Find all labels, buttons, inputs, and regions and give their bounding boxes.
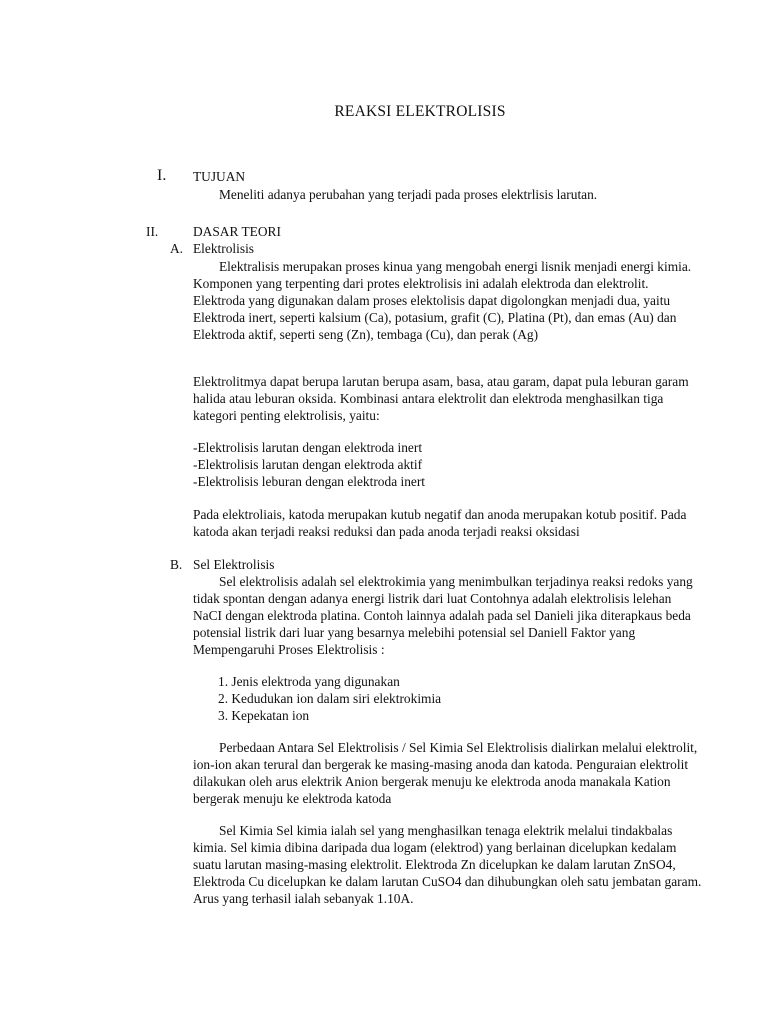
- section-1-text: Meneliti adanya perubahan yang terjadi pada proses elektrlisis larutan.: [219, 187, 598, 202]
- subsection-b-letter: B.: [170, 557, 183, 572]
- subsection-a-paragraph-1-text: Elektralisis merupakan proses kinua yang mengobah energi lisnik menjadi energi kimia. Komponen yang terpenting dari protes elektrolisis ini adalah elektroda dan elektrolit. Elektroda yang digunakan dalam proses elektolisis dapat digolongkan menjadi dua, yaitu Elektroda inert, seperti kalsium (Ca), potasium, grafit (C), Platina (Pt), dan emas (Au) dan Elektroda aktif, seperti seng (Zn), tembaga (Cu), dan perak (Ag): [193, 259, 692, 342]
- subsection-b-paragraph-2-text: Perbedaan Antara Sel Elektrolisis / Sel Kimia Sel Elektrolisis dialirkan melalui elektrolit, ion-ion akan terural dan bergerak ke masing-masing anoda dan katoda. Penguraian elektrolit dilakukan oleh arus elektrik Anion bergerak menuju ke elektroda anoda manakala Kation bergerak menuju ke elektroda katoda: [193, 740, 698, 806]
- subsection-a-paragraph-2: [193, 373, 703, 424]
- subsection-a-letter: A.: [170, 241, 184, 256]
- subsection-b-paragraph-2: [193, 739, 703, 807]
- page-title: REAKSI ELEKTROLISIS: [334, 103, 506, 120]
- subsection-b-paragraph-3: [193, 822, 703, 907]
- subsection-b-heading: Sel Elektrolisis: [193, 557, 275, 572]
- subsection-b-paragraph-1-text: Sel elektrolisis adalah sel elektrokimia yang menimbulkan terjadinya reaksi redoks yang tidak spontan dengan adanya energi listrik dari luat Contohnya adalah elektrolisis lelehan NaCI dengan elektroda platina. Contoh lainnya adalah pada sel Danieli jika diterapkaus beda potensial listrik dari luar yang besarnya melebihi potensial sel Daniell Faktor yang Mempengaruhi Proses Elektrolisis :: [193, 574, 693, 657]
- list-item: -Elektrolisis leburan dengan elektroda inert: [193, 474, 426, 489]
- section-2-heading: DASAR TEORI: [193, 224, 281, 239]
- section-2-numeral: II.: [146, 224, 159, 239]
- list-item: -Elektrolisis larutan dengan elektroda aktif: [193, 457, 423, 472]
- section-1-numeral: I.: [157, 167, 167, 184]
- subsection-b-paragraph-3-text: Sel Kimia Sel kimia ialah sel yang menghasilkan tenaga elektrik melalui tindakbalas kimia. Sel kimia dibina daripada dua logam (elektrod) yang berlainan dicelupkan kedalam suatu larutan masing-masing elektrolit. Elektroda Zn dicelupkan ke dalam larutan ZnSO4, Elektroda Cu dicelupkan ke dalam larutan CuSO4 dan dihubungkan oleh satu jembatan garam. Arus yang terhasil ialah sebanyak 1.10A.: [193, 823, 702, 906]
- list-item: -Elektrolisis larutan dengan elektroda inert: [193, 440, 423, 455]
- section-1-heading: TUJUAN: [193, 169, 246, 184]
- subsection-a-paragraph-2-text: Elektrolitmya dapat berupa larutan berupa asam, basa, atau garam, dapat pula leburan garam halida atau leburan oksida. Kombinasi antara elektrolit dan elektroda menghasilkan tiga kategori penting elektrolisis, yaitu:: [193, 374, 689, 423]
- subsection-a-heading: Elektrolisis: [193, 241, 254, 256]
- subsection-a-list: [193, 439, 703, 490]
- subsection-a-paragraph-1: [193, 258, 703, 343]
- subsection-b-paragraph-1: [193, 573, 703, 658]
- subsection-a-paragraph-3: [193, 506, 703, 540]
- list-item: 1. Jenis elektroda yang digunakan: [218, 674, 400, 689]
- subsection-b-numbered-list: [218, 673, 441, 724]
- list-item: 2. Kedudukan ion dalam siri elektrokimia: [218, 691, 442, 706]
- subsection-a-paragraph-3-text: Pada elektroliais, katoda merupakan kutub negatif dan anoda merupakan kotub positif. Pada katoda akan terjadi reaksi reduksi dan pada anoda terjadi reaksi oksidasi: [193, 507, 687, 539]
- list-item: 3. Kepekatan ion: [218, 708, 310, 723]
